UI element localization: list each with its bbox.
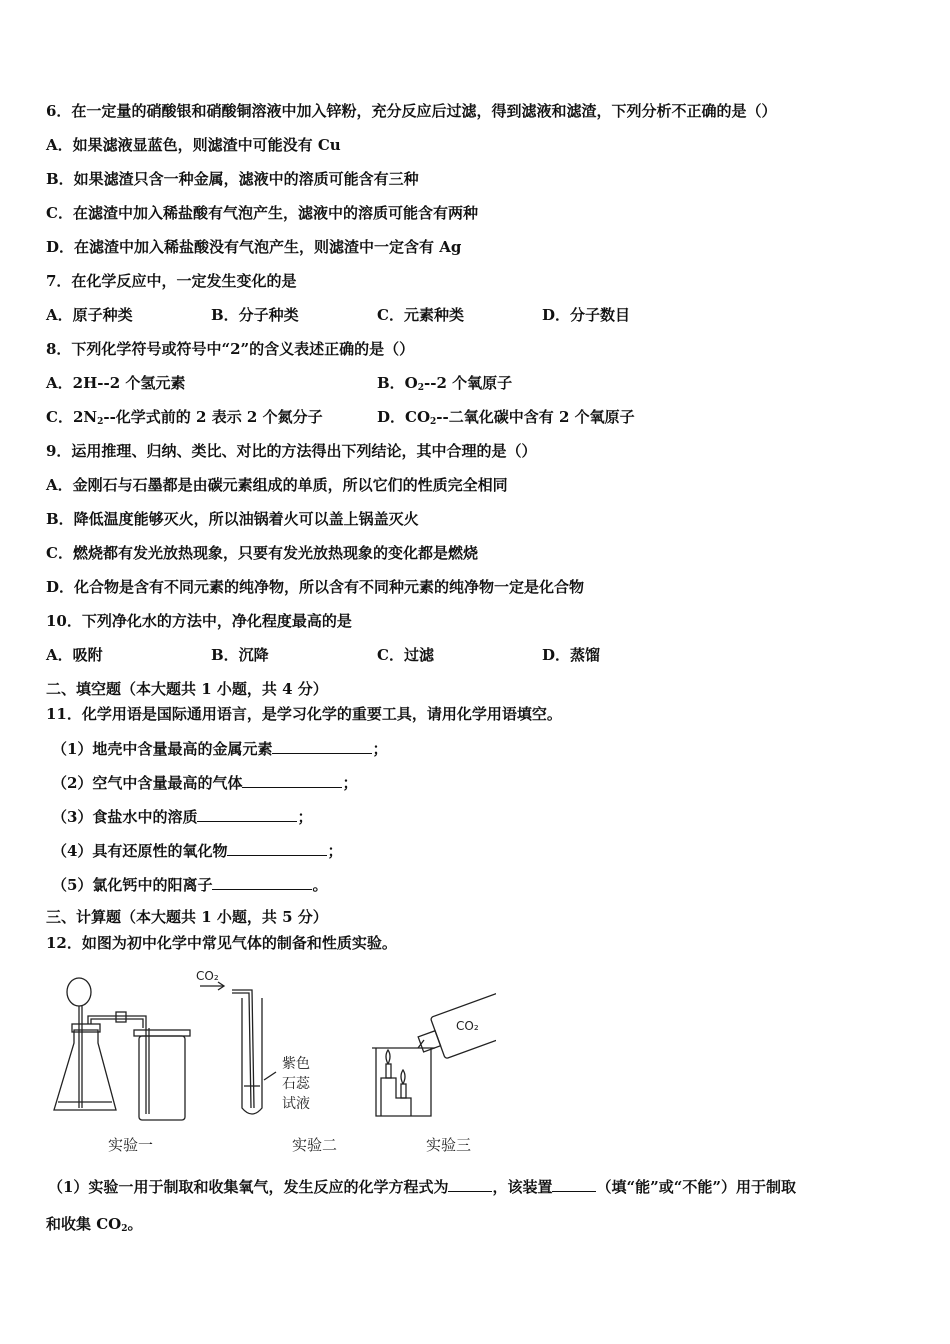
q9-option-a: A．金刚石与石墨都是由碳元素组成的单质，所以它们的性质完全相同 <box>46 476 508 494</box>
q12-sub1-line-1: （1）实验一用于制取和收集氧气，发生反应的化学方程式为 ，该装置 （填“能”或“不能”）用于制取 <box>48 1178 796 1196</box>
q6-option-a: A．如果滤液显蓝色，则滤渣中可能没有 Cu <box>46 136 341 154</box>
answer-blank[interactable] <box>448 1176 492 1192</box>
experiment-2-label: 实验二 <box>292 1136 338 1154</box>
q11-item-2: （2）空气中含量最高的气体 ； <box>52 774 358 792</box>
q10-option-b: B．沉降 <box>211 646 269 664</box>
q11-item-5: （5）氯化钙中的阳离子 。 <box>52 876 328 894</box>
q10-option-d: D．蒸馏 <box>542 646 601 664</box>
answer-blank[interactable] <box>272 738 372 754</box>
q9-option-d: D．化合物是含有不同元素的纯净物，所以含有不同种元素的纯净物一定是化合物 <box>46 578 585 596</box>
q10-option-a: A．吸附 <box>46 646 103 664</box>
q9-option-b: B．降低温度能够灭火，所以油锅着火可以盖上锅盖灭火 <box>46 510 419 528</box>
experiment-2-apparatus <box>200 982 276 1114</box>
q10-stem: 10．下列净化水的方法中，净化程度最高的是 <box>46 612 352 630</box>
q11-item-3: （3）食盐水中的溶质 ； <box>52 808 313 826</box>
section-3-heading: 三、计算题（本大题共 1 小题，共 5 分） <box>46 908 328 926</box>
q9-option-c: C．燃烧都有发光放热现象，只要有发光放热现象的变化都是燃烧 <box>46 544 478 562</box>
litmus-label-line-3: 试液 <box>282 1096 310 1112</box>
answer-blank[interactable] <box>242 772 342 788</box>
litmus-label-line-1: 紫色 <box>282 1056 310 1072</box>
q7-option-c: C．元素种类 <box>377 306 464 324</box>
section-2-heading: 二、填空题（本大题共 1 小题，共 4 分） <box>46 680 328 698</box>
q7-option-d: D．分子数目 <box>542 306 631 324</box>
q8-option-b: B．$O_2--2$ 个氧原子 <box>377 374 513 393</box>
q12-sub1-line-2: 和收集 $CO_2$。 <box>46 1215 143 1234</box>
q6-option-c: C．在滤渣中加入稀盐酸有气泡产生，滤液中的溶质可能含有两种 <box>46 204 478 222</box>
q7-option-b: B．分子种类 <box>211 306 299 324</box>
answer-blank[interactable] <box>227 840 327 856</box>
experiment-1-label: 实验一 <box>108 1136 154 1154</box>
answer-blank[interactable] <box>212 874 312 890</box>
q11-item-4: （4）具有还原性的氧化物 ； <box>52 842 343 860</box>
q7-option-a: A．原子种类 <box>46 306 133 324</box>
experiment-1-apparatus <box>54 978 190 1120</box>
bottle-co2-label: CO₂ <box>456 1019 479 1033</box>
experiment-3-apparatus <box>372 990 496 1116</box>
q9-stem: 9．运用推理、归纳、类比、对比的方法得出下列结论，其中合理的是（） <box>46 442 537 460</box>
q8-option-d: D．$CO_2--$二氧化碳中含有 2 个氧原子 <box>377 408 635 427</box>
q6-stem: 6．在一定量的硝酸银和硝酸铜溶液中加入锌粉，充分反应后过滤，得到滤液和滤渣，下列分析不正确的是（） <box>46 102 777 120</box>
litmus-label-line-2: 石蕊 <box>282 1076 310 1092</box>
answer-blank[interactable] <box>552 1176 596 1192</box>
q6-option-d: D．在滤渣中加入稀盐酸没有气泡产生，则滤渣中一定含有 Ag <box>46 238 462 256</box>
q12-stem: 12．如图为初中化学中常见气体的制备和性质实验。 <box>46 934 397 952</box>
q7-stem: 7．在化学反应中，一定发生变化的是 <box>46 272 297 290</box>
experiment-figure <box>46 968 496 1158</box>
co2-arrow-label: CO₂ <box>196 969 219 983</box>
answer-blank[interactable] <box>197 806 297 822</box>
q6-option-b: B．如果滤渣只含一种金属，滤液中的溶质可能含有三种 <box>46 170 419 188</box>
q10-option-c: C．过滤 <box>377 646 434 664</box>
q11-stem: 11．化学用语是国际通用语言，是学习化学的重要工具，请用化学用语填空。 <box>46 705 562 723</box>
q11-item-1: （1）地壳中含量最高的金属元素 ； <box>52 740 388 758</box>
experiment-3-label: 实验三 <box>426 1136 472 1154</box>
q8-option-c: C．$2N_2--$化学式前的 2 表示 2 个氮分子 <box>46 408 323 427</box>
q8-stem: 8．下列化学符号或符号中“2”的含义表述正确的是（） <box>46 340 415 358</box>
q8-option-a: A．2H--2 个氢元素 <box>46 374 186 392</box>
